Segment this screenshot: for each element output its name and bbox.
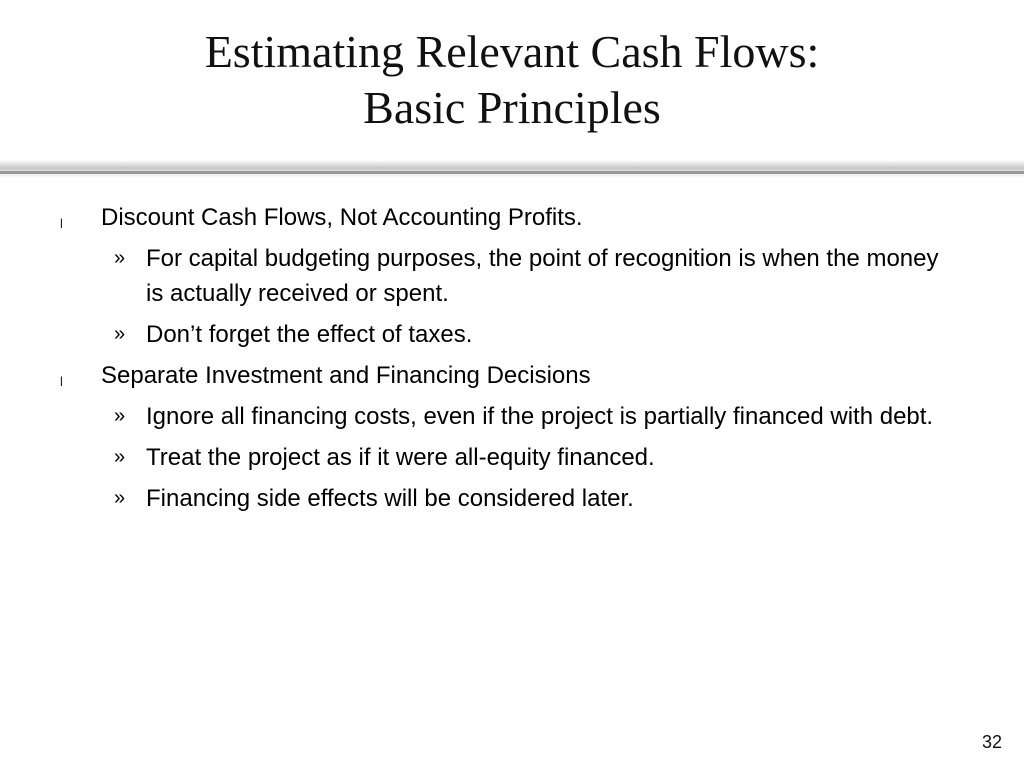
bullet-text: Discount Cash Flows, Not Accounting Profits. — [101, 204, 583, 231]
sub-bullet-text: Don’t forget the effect of taxes. — [146, 321, 473, 348]
page-number: 32 — [981, 732, 1002, 752]
sub-bullet-text: Ignore all financing costs, even if the project is partially financed with debt. — [146, 403, 934, 430]
sub-bullet-text: Financing side effects will be considered later. — [146, 485, 634, 512]
sub-bullet-item — [0, 241, 956, 311]
sub-bullet-text: Treat the project as if it were all-equity financed. — [146, 444, 655, 471]
sub-bullet-item — [0, 481, 956, 516]
sub-bullet-item — [0, 399, 956, 434]
bullet-item — [0, 200, 961, 235]
slide-title — [0, 24, 1024, 136]
sub-bullet-marker: » — [114, 446, 126, 468]
bullet-list — [0, 200, 1024, 522]
title-divider — [0, 160, 1024, 178]
sub-bullet-marker: » — [114, 323, 126, 345]
sub-bullet-item — [0, 440, 956, 475]
slide-title-line-2: Basic Principles — [363, 82, 661, 133]
slide-title-line-1: Estimating Relevant Cash Flows: — [204, 26, 820, 77]
sub-bullet-marker: » — [114, 247, 126, 269]
sub-bullet-text: For capital budgeting purposes, the point of recognition is when the money is actually received or spent. — [146, 245, 939, 307]
sub-bullet-marker: » — [114, 487, 126, 509]
sub-bullet-marker: » — [114, 405, 126, 427]
bullet-marker: l — [60, 216, 63, 231]
bullet-text: Separate Investment and Financing Decisions — [101, 362, 591, 389]
sub-bullet-item — [0, 317, 956, 352]
bullet-item — [0, 358, 961, 393]
bullet-marker: l — [60, 374, 63, 389]
